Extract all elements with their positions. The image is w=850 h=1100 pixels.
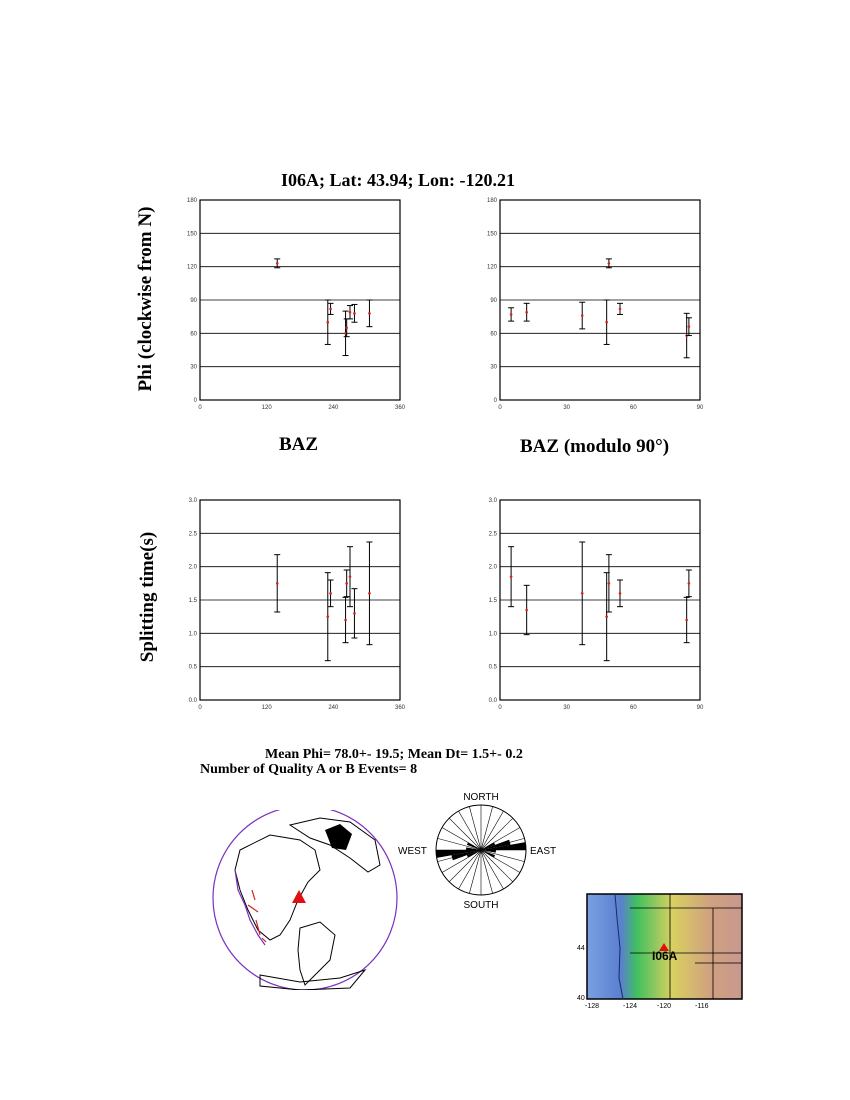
x-tick-label: 30 bbox=[563, 705, 571, 711]
data-point bbox=[525, 609, 528, 612]
x-tick-label: 120 bbox=[261, 405, 272, 411]
y-tick-label: 2.0 bbox=[188, 564, 197, 571]
data-point bbox=[345, 582, 348, 585]
x-tick-label: 90 bbox=[696, 705, 704, 711]
rose-diagram bbox=[395, 790, 565, 915]
data-point bbox=[605, 615, 608, 618]
data-point bbox=[329, 592, 332, 595]
x-tick-label: 360 bbox=[394, 705, 406, 711]
y-tick-label: 0 bbox=[493, 398, 497, 404]
y-tick-label: 90 bbox=[190, 298, 197, 304]
y-tick-label: 120 bbox=[186, 264, 197, 271]
map-station-label: I06A bbox=[652, 949, 678, 963]
data-point bbox=[344, 619, 347, 622]
y-tick-label: 120 bbox=[486, 264, 497, 271]
y-tick-label: 60 bbox=[490, 331, 497, 338]
phi-axis-label: Phi (clockwise from N) bbox=[135, 206, 156, 392]
x-tick-label: 60 bbox=[629, 705, 637, 711]
data-point bbox=[581, 314, 584, 317]
rose-north-label: NORTH bbox=[463, 792, 499, 803]
y-tick-label: 3.0 bbox=[488, 498, 497, 504]
rose-spoke bbox=[469, 807, 481, 850]
data-point bbox=[688, 325, 691, 328]
data-point bbox=[619, 308, 622, 311]
figure-title: I06A; Lat: 43.94; Lon: -120.21 bbox=[281, 170, 515, 190]
landmass-antarctica bbox=[260, 970, 365, 990]
data-point bbox=[685, 619, 688, 622]
data-point bbox=[605, 321, 608, 324]
data-point bbox=[345, 326, 348, 329]
data-point bbox=[368, 312, 371, 315]
rose-spoke bbox=[481, 807, 493, 850]
y-tick-label: 30 bbox=[190, 364, 197, 371]
phi-vs-baz-plot bbox=[170, 190, 415, 415]
y-tick-label: 60 bbox=[190, 331, 197, 338]
data-point bbox=[510, 313, 513, 316]
globe-map bbox=[200, 810, 410, 990]
y-tick-label: 150 bbox=[486, 231, 497, 238]
x-tick-label: 0 bbox=[198, 705, 202, 711]
summary-count: Number of Quality A or B Events= 8 bbox=[200, 762, 418, 777]
phi-vs-baz-mod-plot bbox=[470, 190, 715, 415]
data-point bbox=[688, 582, 691, 585]
y-tick-label: 2.5 bbox=[188, 531, 197, 538]
data-point bbox=[326, 321, 329, 324]
y-tick-label: 1.0 bbox=[188, 631, 197, 638]
y-tick-label: 30 bbox=[490, 364, 497, 371]
rose-west-label: WEST bbox=[398, 846, 427, 857]
dt-vs-baz-mod-plot bbox=[470, 490, 715, 715]
x-tick-label: 90 bbox=[696, 405, 704, 411]
y-tick-label: 3.0 bbox=[188, 498, 197, 504]
rose-spoke bbox=[481, 850, 493, 893]
data-point bbox=[525, 311, 528, 314]
x-tick-label: 0 bbox=[198, 405, 202, 411]
plate-boundary-west bbox=[235, 870, 265, 945]
dt-vs-baz-plot bbox=[170, 490, 415, 715]
data-point bbox=[349, 311, 352, 314]
baz-mod-label: BAZ (modulo 90°) bbox=[520, 436, 670, 457]
data-point bbox=[276, 582, 279, 585]
y-tick-label: 0 bbox=[193, 398, 197, 404]
map-lat-44: 44 bbox=[577, 945, 585, 952]
y-tick-label: 2.5 bbox=[488, 531, 497, 538]
y-tick-label: 1.0 bbox=[488, 631, 497, 638]
map-lon-120: -120 bbox=[657, 1003, 672, 1010]
data-point bbox=[510, 575, 513, 578]
landmass-south-america bbox=[298, 922, 335, 985]
data-point bbox=[349, 575, 352, 578]
summary-mean: Mean Phi= 78.0+- 19.5; Mean Dt= 1.5+- 0.2 bbox=[265, 747, 523, 762]
map-lon-124: -124 bbox=[623, 1003, 638, 1010]
station-marker bbox=[292, 890, 306, 903]
rose-spoke bbox=[469, 850, 481, 893]
rose-east-label: EAST bbox=[530, 846, 557, 857]
map-lon-128: -128 bbox=[585, 1003, 600, 1010]
y-tick-label: 150 bbox=[186, 231, 197, 238]
y-tick-label: 180 bbox=[186, 198, 197, 204]
y-tick-label: 90 bbox=[490, 298, 497, 304]
y-tick-label: 0.5 bbox=[488, 664, 497, 671]
data-point bbox=[608, 262, 611, 265]
x-tick-label: 0 bbox=[498, 405, 502, 411]
x-tick-label: 360 bbox=[394, 405, 406, 411]
y-tick-label: 1.5 bbox=[488, 598, 497, 604]
data-point bbox=[368, 592, 371, 595]
y-tick-label: 0.5 bbox=[188, 664, 197, 671]
rose-spoke bbox=[481, 850, 524, 862]
baz-label: BAZ bbox=[279, 434, 319, 455]
y-tick-label: 1.5 bbox=[188, 598, 197, 604]
landmass-north-america bbox=[235, 835, 320, 940]
y-tick-label: 2.0 bbox=[488, 564, 497, 571]
rose-south-label: SOUTH bbox=[463, 900, 499, 911]
map-lat-40: 40 bbox=[577, 995, 585, 1002]
x-tick-label: 240 bbox=[328, 405, 339, 411]
y-tick-label: 0.0 bbox=[188, 698, 197, 704]
y-tick-label: 0.0 bbox=[488, 698, 497, 704]
regional-map bbox=[575, 888, 750, 1013]
map-lon-116: -116 bbox=[695, 1003, 709, 1010]
x-tick-label: 30 bbox=[563, 405, 571, 411]
globe-outline bbox=[213, 810, 397, 990]
y-tick-label: 180 bbox=[486, 198, 497, 204]
data-point bbox=[276, 262, 279, 265]
x-tick-label: 240 bbox=[328, 705, 339, 711]
data-point bbox=[608, 582, 611, 585]
data-point bbox=[619, 592, 622, 595]
data-point bbox=[353, 612, 356, 615]
data-point bbox=[326, 615, 329, 618]
dt-axis-label: Splitting time(s) bbox=[137, 531, 158, 663]
x-tick-label: 60 bbox=[629, 405, 637, 411]
data-point bbox=[581, 592, 584, 595]
x-tick-label: 120 bbox=[261, 705, 272, 711]
landmass-greenland bbox=[325, 824, 352, 850]
x-tick-label: 0 bbox=[498, 705, 502, 711]
rose-spoke bbox=[438, 838, 481, 850]
data-point bbox=[353, 312, 356, 315]
data-point bbox=[329, 308, 332, 311]
